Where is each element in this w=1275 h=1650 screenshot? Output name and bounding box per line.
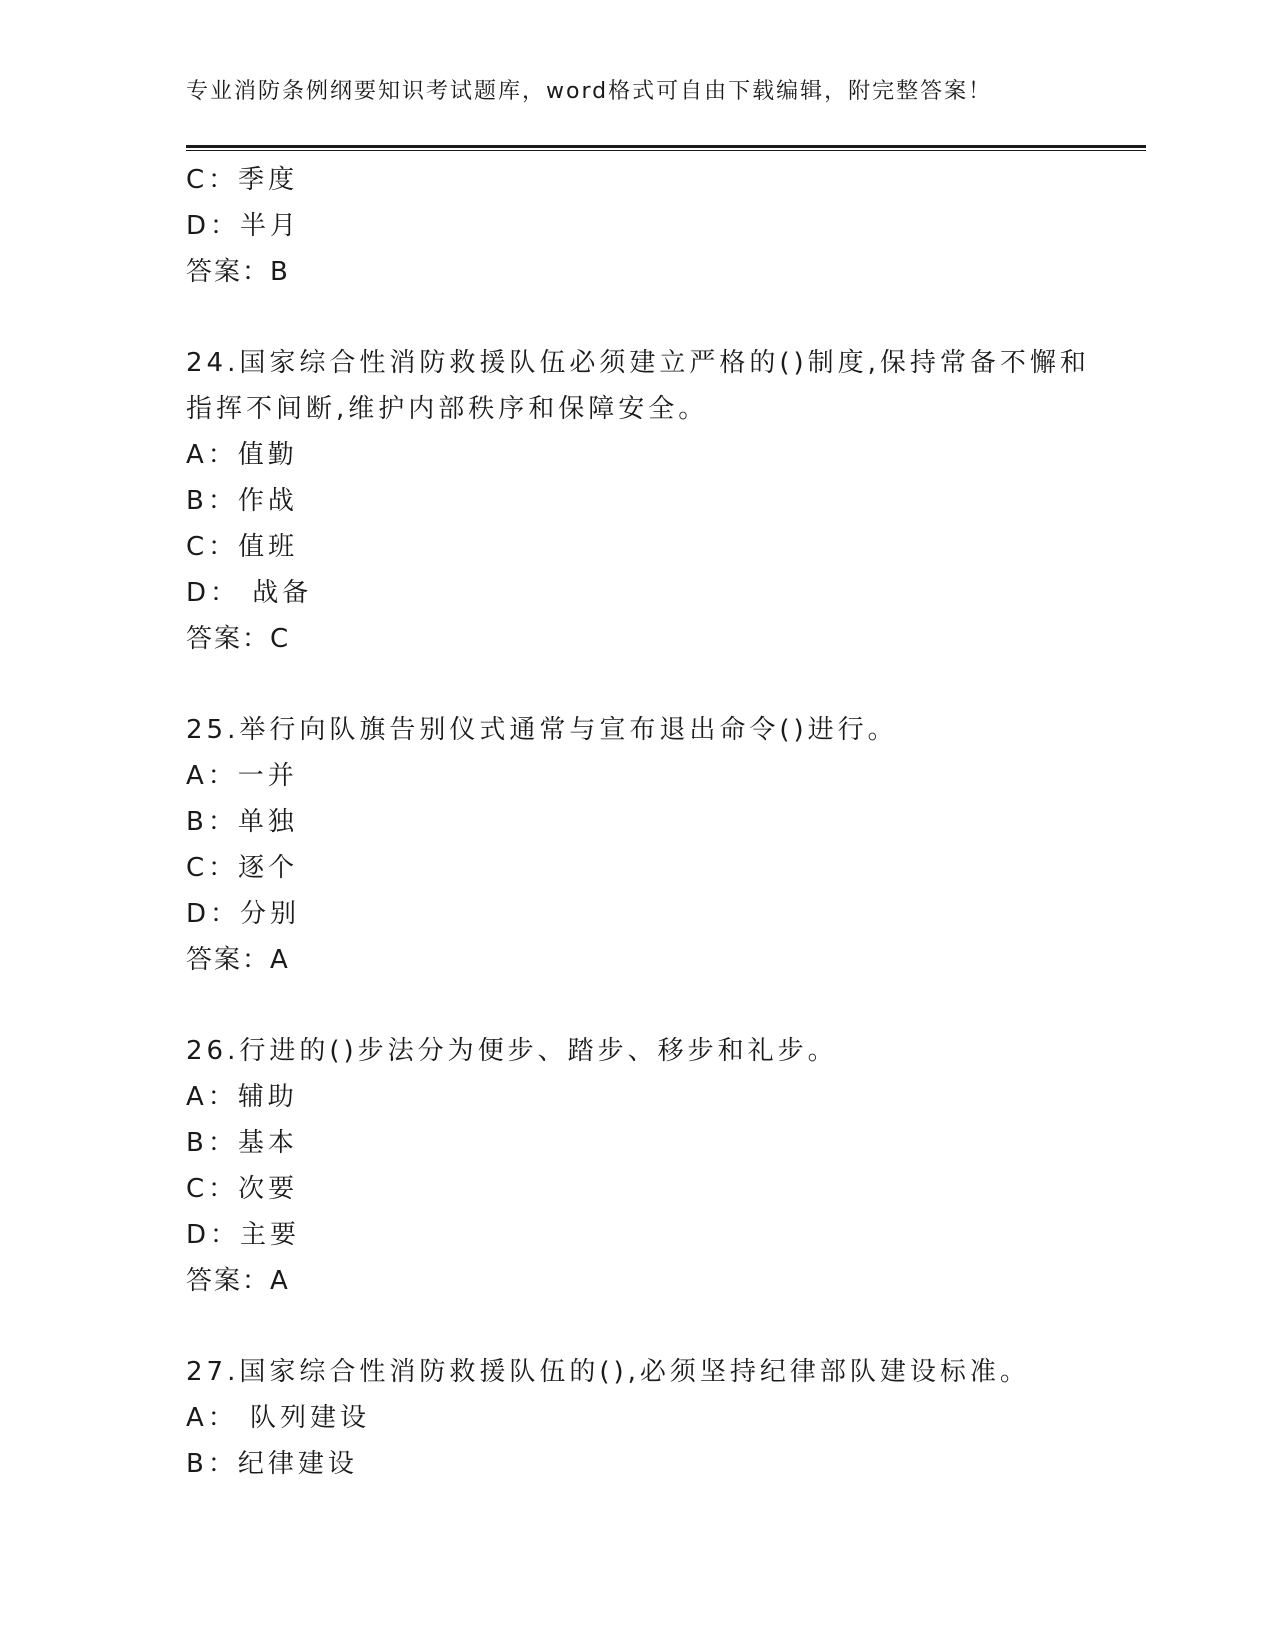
option-a: A：值勤 [186,440,298,470]
option-c: C：季度 [186,165,299,195]
question-26 [186,1028,1086,1304]
option-a: A：一并 [186,761,298,791]
answer-line: 答案：A [186,1266,290,1296]
option-d: D：分别 [186,899,301,929]
question-text: 25.举行向队旗告别仪式通常与宣布退出命令()进行。 [186,715,898,745]
option-d: D： 战备 [186,578,313,608]
option-b: B：纪律建设 [186,1449,358,1479]
option-d: D：主要 [186,1220,301,1250]
question-24 [186,340,1090,662]
option-b: B：基本 [186,1128,298,1158]
option-c: C：次要 [186,1174,299,1204]
question-25 [186,707,1086,983]
question-27 [186,1349,1086,1487]
page-header: 专业消防条例纲要知识考试题库，word格式可自由下载编辑，附完整答案！ [186,79,993,104]
question-list [186,157,1090,1487]
option-c: C：值班 [186,532,299,562]
question-23-tail [186,157,1086,295]
option-d: D：半月 [186,211,301,241]
option-c: C：逐个 [186,853,299,883]
question-text: 26.行进的()步法分为便步、踏步、移步和礼步。 [186,1036,838,1066]
answer-line: 答案：C [186,624,291,654]
question-text: 指挥不间断,维护内部秩序和保障安全。 [186,394,709,424]
question-text: 24.国家综合性消防救援队伍必须建立严格的()制度,保持常备不懈和 [186,348,1090,378]
option-a: A：辅助 [186,1082,298,1112]
answer-line: 答案：B [186,257,290,287]
option-b: B：单独 [186,807,298,837]
answer-line: 答案：A [186,945,290,975]
question-text: 27.国家综合性消防救援队伍的(),必须坚持纪律部队建设标准。 [186,1357,1030,1387]
option-a: A： 队列建设 [186,1403,371,1433]
header-divider [186,145,1146,151]
option-b: B：作战 [186,486,298,516]
